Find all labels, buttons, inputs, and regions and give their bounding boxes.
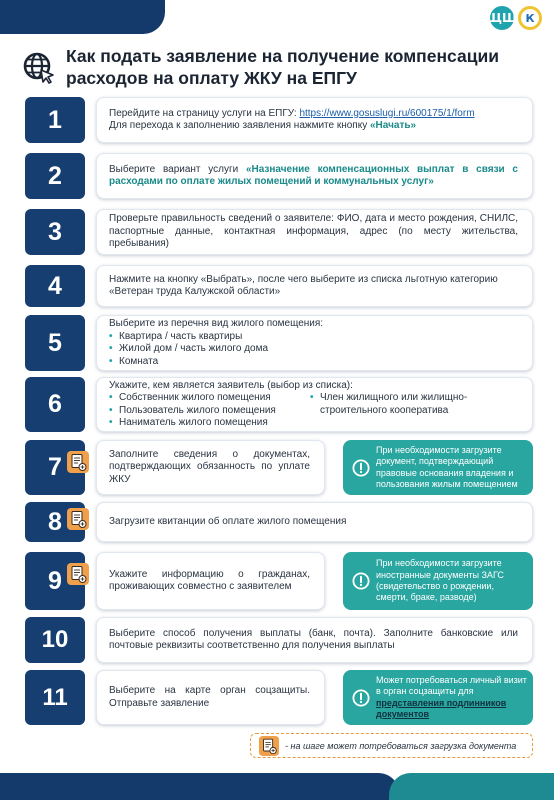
- step-2-text: Выберите вариант услуги: [109, 163, 246, 175]
- legend-text: - на шаге может потребоваться загрузка документа: [285, 740, 517, 751]
- gosuslugi-service-link[interactable]: https://www.gosuslugi.ru/600175/1/form: [299, 107, 475, 119]
- alert-icon: [352, 459, 370, 477]
- globe-cursor-icon: [22, 51, 56, 85]
- step-2: [25, 153, 533, 199]
- step-11-text: Выберите на карте орган соцзащиты. Отправьте заявление: [109, 685, 310, 709]
- list-item: • Собственник жилого помещения: [109, 392, 294, 405]
- step-1: [25, 97, 533, 143]
- document-upload-icon: [67, 451, 89, 473]
- step-card: [96, 97, 533, 143]
- step-7-note: [343, 440, 533, 495]
- step-9-text: Укажите информацию о гражданах, проживающих совместно с заявителем: [109, 568, 310, 592]
- org-logo-right-letter: К: [521, 9, 539, 27]
- step-6: [25, 377, 533, 432]
- step-number: 1: [25, 97, 85, 143]
- top-decor-bar: [0, 0, 165, 34]
- step-1-text: Перейдите на страницу услуги на ЕПГУ:: [109, 107, 300, 119]
- step-card: [96, 265, 533, 307]
- bottom-decor-accent: [389, 773, 554, 800]
- step-7-note-text: При необходимости загрузите документ, подтверждающий правовые основания владения и пользования жилым помещением: [376, 444, 518, 489]
- document-upload-icon: [67, 563, 89, 585]
- list-item: • Член жилищного или жилищно-строительного кооператива: [310, 392, 490, 417]
- document-upload-icon: [259, 736, 279, 756]
- list-item: • Квартира / часть квартиры: [109, 331, 518, 344]
- step-9-note: [343, 552, 533, 610]
- step-number: 2: [25, 153, 85, 199]
- org-logo-right: [518, 6, 542, 30]
- step-card: [96, 440, 325, 495]
- step-10: [25, 617, 533, 663]
- step-4-text: Нажмите на кнопку «Выбрать», после чего выберите из списка льготную категорию «Ветеран труда Калужской области»: [109, 273, 498, 297]
- step-6-intro: Укажите, кем является заявитель (выбор из списка):: [109, 379, 353, 391]
- step-number: 8: [25, 502, 85, 542]
- list-item: • Наниматель жилого помещения: [109, 417, 294, 430]
- step-card: [96, 502, 533, 542]
- step-11-note-text: [376, 675, 527, 720]
- step-number: 4: [25, 265, 85, 307]
- list-item: • Пользователь жилого помещения: [109, 405, 294, 418]
- step-11-note-prefix: Может потребоваться личный визит в орган соцзащиты для: [376, 674, 527, 697]
- list-item: • Комната: [109, 356, 518, 369]
- step-8: [25, 502, 533, 542]
- step-5: [25, 315, 533, 371]
- step-10-text: Выберите способ получения выплаты (банк, почта). Заполните банковские или почтовые реквизиты соответственно для получения выплаты: [109, 627, 518, 651]
- step-card: [96, 670, 325, 725]
- step-9: [25, 552, 533, 610]
- step-8-text: Загрузите квитанции об оплате жилого помещения: [109, 515, 347, 527]
- step-card: [96, 617, 533, 663]
- legend-box: [250, 733, 533, 758]
- step-number: 3: [25, 209, 85, 255]
- step-2-text-block: [109, 164, 518, 189]
- service-variant-name: «Назначение компенсационных выплат в связи с расходами по оплате жилых помещений и коммунальных услуг»: [109, 163, 518, 187]
- org-logo-left: ЩЩ: [490, 6, 514, 30]
- bottom-decor-bar: [0, 773, 400, 800]
- alert-icon: [352, 689, 370, 707]
- step-11-note: [343, 670, 533, 725]
- step-card: [96, 153, 533, 199]
- step-4: [25, 265, 533, 307]
- list-item: • Жилой дом / часть жилого дома: [109, 343, 518, 356]
- housing-type-list: [109, 331, 518, 369]
- header-logos: [486, 6, 542, 30]
- document-upload-icon: [67, 508, 89, 530]
- step-5-intro: Выберите из перечня вид жилого помещения:: [109, 318, 324, 329]
- start-button-name: «Начать»: [369, 120, 417, 131]
- step-number: 7: [25, 440, 85, 495]
- step-11: [25, 670, 533, 725]
- step-3: [25, 209, 533, 255]
- step-11-note-emphasis: представления подлинников документов: [376, 697, 507, 719]
- step-1-text-2: Для перехода к заполнению заявления нажмите кнопку: [109, 120, 370, 131]
- step-number: 11: [25, 670, 85, 725]
- step-card: [96, 209, 533, 255]
- step-card: [96, 315, 533, 371]
- step-3-text: Проверьте правильность сведений о заявителе: ФИО, дата и место рождения, СНИЛС, паспортные данные, контактная информация, адрес (по месту жительства, пребывания): [109, 213, 518, 250]
- applicant-type-columns: [109, 392, 518, 430]
- step-card: [96, 377, 533, 432]
- applicant-type-list-right: [310, 392, 490, 430]
- applicant-type-list-left: [109, 392, 294, 430]
- step-9-note-text: При необходимости загрузите иностранные документы ЗАГС (свидетельство о рождении, смерти, браке, разводе): [376, 558, 504, 603]
- step-number: 6: [25, 377, 85, 432]
- page-title: Как подать заявление на получение компенсации расходов на оплату ЖКУ на ЕПГУ: [66, 46, 499, 88]
- step-number: 10: [25, 617, 85, 663]
- step-card: [96, 552, 325, 610]
- step-number: 9: [25, 552, 85, 610]
- step-7-text: Заполните сведения о документах, подтверждающих обязанность по уплате ЖКУ: [109, 448, 310, 485]
- alert-icon: [352, 572, 370, 590]
- step-number: 5: [25, 315, 85, 371]
- page-header: [22, 45, 542, 89]
- step-7: [25, 440, 533, 495]
- step-1-line-1: [109, 108, 518, 121]
- step-1-line-2: [109, 120, 518, 133]
